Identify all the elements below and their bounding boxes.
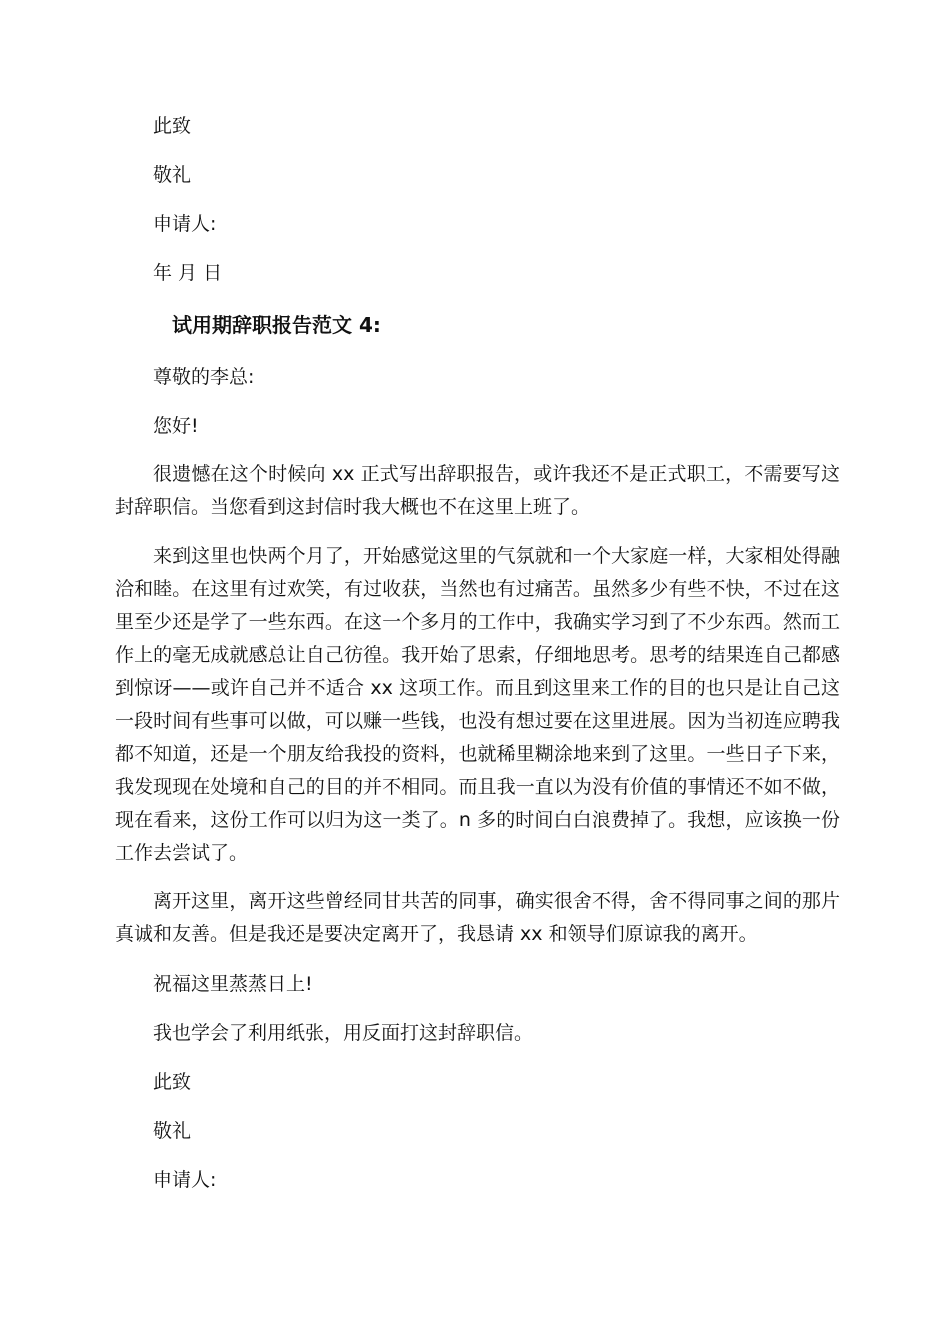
wish-line: 祝福这里蒸蒸日上!: [153, 973, 313, 995]
body-paragraph-1: 很遗憾在这个时候向 xx 正式写出辞职报告，或许我还不是正式职工，不需要写这封辞职信。当您看到这封信时我大概也不在这里上班了。: [115, 463, 840, 518]
closing-line-jingli: 敬礼: [153, 164, 192, 186]
greeting: 您好!: [153, 415, 199, 437]
body-paragraph-2: 来到这里也快两个月了，开始感觉这里的气氛就和一个大家庭一样，大家相处得融洽和睦。在这里有过欢笑，有过收获，当然也有过痛苦。虽然多少有些不快，不过在这里至少还是学了一些东西。在这一个多月的工作中，我确实学习到了不少东西。然而工作上的毫无成就感总让自己彷徨。我开始了思索，仔细地思考。思考的结果连自己都感到惊讶——或许自己并不适合 xx 这项工作。而且到这里来工作的目的也只是让自己这一段时间有些事可以做，可以赚一些钱，也没有想过要在这里进展。因为当初连应聘我都不知道，还是一个朋友给我投的资料，也就稀里糊涂地来到了这里。一些日子下来，我发现现在处境和自己的目的并不相同。而且我一直以为没有价值的事情还不如不做，现在看来，这份工作可以归为这一类了。n 多的时间白白浪费掉了。我想，应该换一份工作去尝试了。: [115, 545, 840, 864]
date-line: 年 月 日: [153, 262, 223, 284]
closing-line-jingli-2: 敬礼: [153, 1120, 192, 1142]
note-line: 我也学会了利用纸张，用反面打这封辞职信。: [153, 1022, 534, 1044]
closing-line-cizhi-2: 此致: [153, 1071, 192, 1093]
applicant-line: 申请人:: [153, 213, 217, 235]
salutation: 尊敬的李总:: [153, 366, 255, 388]
section-heading: 试用期辞职报告范文 4:: [172, 313, 381, 337]
closing-line-cizhi: 此致: [153, 115, 192, 137]
body-paragraph-3: 离开这里，离开这些曾经同甘共苦的同事，确实很舍不得，舍不得同事之间的那片真诚和友善。但是我还是要决定离开了，我恳请 xx 和领导们原谅我的离开。: [115, 890, 840, 945]
applicant-line-2: 申请人:: [153, 1169, 217, 1191]
